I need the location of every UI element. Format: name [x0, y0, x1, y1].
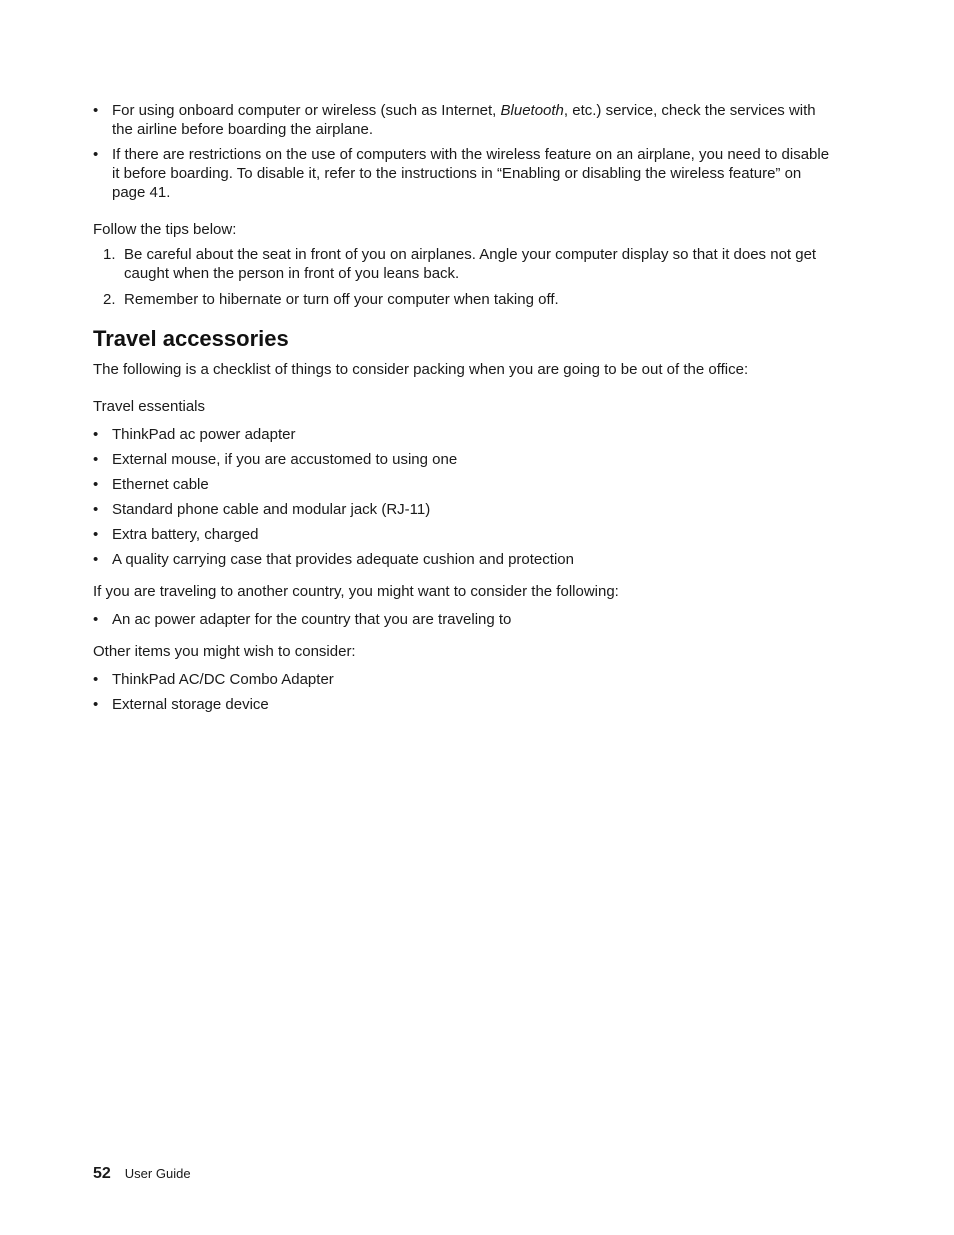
bullet-text: , etc.) service, check the services with the airline before boarding the airplane.	[112, 102, 816, 138]
bullet-text: For using onboard computer or wireless (such as Internet,	[112, 102, 501, 119]
tips-list	[93, 245, 838, 309]
list-item	[93, 500, 838, 519]
bullet-text: External storage device	[112, 696, 269, 713]
list-item	[93, 425, 838, 444]
list-item	[93, 550, 838, 569]
section-intro: The following is a checklist of things to consider packing when you are going to be out of the office:	[93, 361, 749, 378]
page-number: 52	[93, 1165, 111, 1182]
bullet-text: If there are restrictions on the use of computers with the wireless feature on an airplane, you need to disable it before boarding. To disable it, refer to the instructions in “Enabling or disabling the wireless feature” on page 41.	[112, 146, 830, 201]
list-item	[93, 145, 838, 202]
document-title: User Guide	[124, 1166, 191, 1181]
bullet-text: Extra battery, charged	[112, 526, 259, 543]
list-item	[93, 290, 838, 309]
step-number: 1.	[103, 246, 116, 263]
other-list	[93, 670, 838, 714]
list-item	[93, 525, 838, 544]
essentials-label: Travel essentials	[93, 398, 205, 415]
bullet-text: An ac power adapter for the country that you are traveling to	[112, 611, 512, 628]
step-text: Be careful about the seat in front of you on airplanes. Angle your computer display so that it does not get caught when the person in front of you leans back.	[124, 246, 817, 282]
intro-bullet-list	[93, 101, 838, 202]
bluetooth-italic: Bluetooth	[500, 102, 564, 119]
abroad-list	[93, 610, 838, 629]
list-item	[93, 245, 838, 283]
section-heading: Travel accessories	[93, 326, 289, 351]
list-item	[93, 670, 838, 689]
other-label: Other items you might wish to consider:	[93, 643, 356, 660]
list-item	[93, 101, 838, 139]
list-item	[93, 450, 838, 469]
bullet-text: External mouse, if you are accustomed to using one	[112, 451, 458, 468]
tips-intro: Follow the tips below:	[93, 221, 237, 238]
page-footer	[93, 1164, 191, 1183]
abroad-label: If you are traveling to another country, you might want to consider the following:	[93, 583, 619, 600]
bullet-text: Ethernet cable	[112, 476, 209, 493]
page-content	[93, 101, 838, 720]
list-item	[93, 695, 838, 714]
step-text: Remember to hibernate or turn off your computer when taking off.	[124, 291, 559, 308]
list-item	[93, 610, 838, 629]
list-item	[93, 475, 838, 494]
bullet-text: ThinkPad AC/DC Combo Adapter	[112, 671, 334, 688]
essentials-list	[93, 425, 838, 569]
bullet-text: Standard phone cable and modular jack (RJ-11)	[112, 501, 431, 518]
step-number: 2.	[103, 291, 116, 308]
bullet-text: A quality carrying case that provides adequate cushion and protection	[112, 551, 574, 568]
bullet-text: ThinkPad ac power adapter	[112, 426, 296, 443]
